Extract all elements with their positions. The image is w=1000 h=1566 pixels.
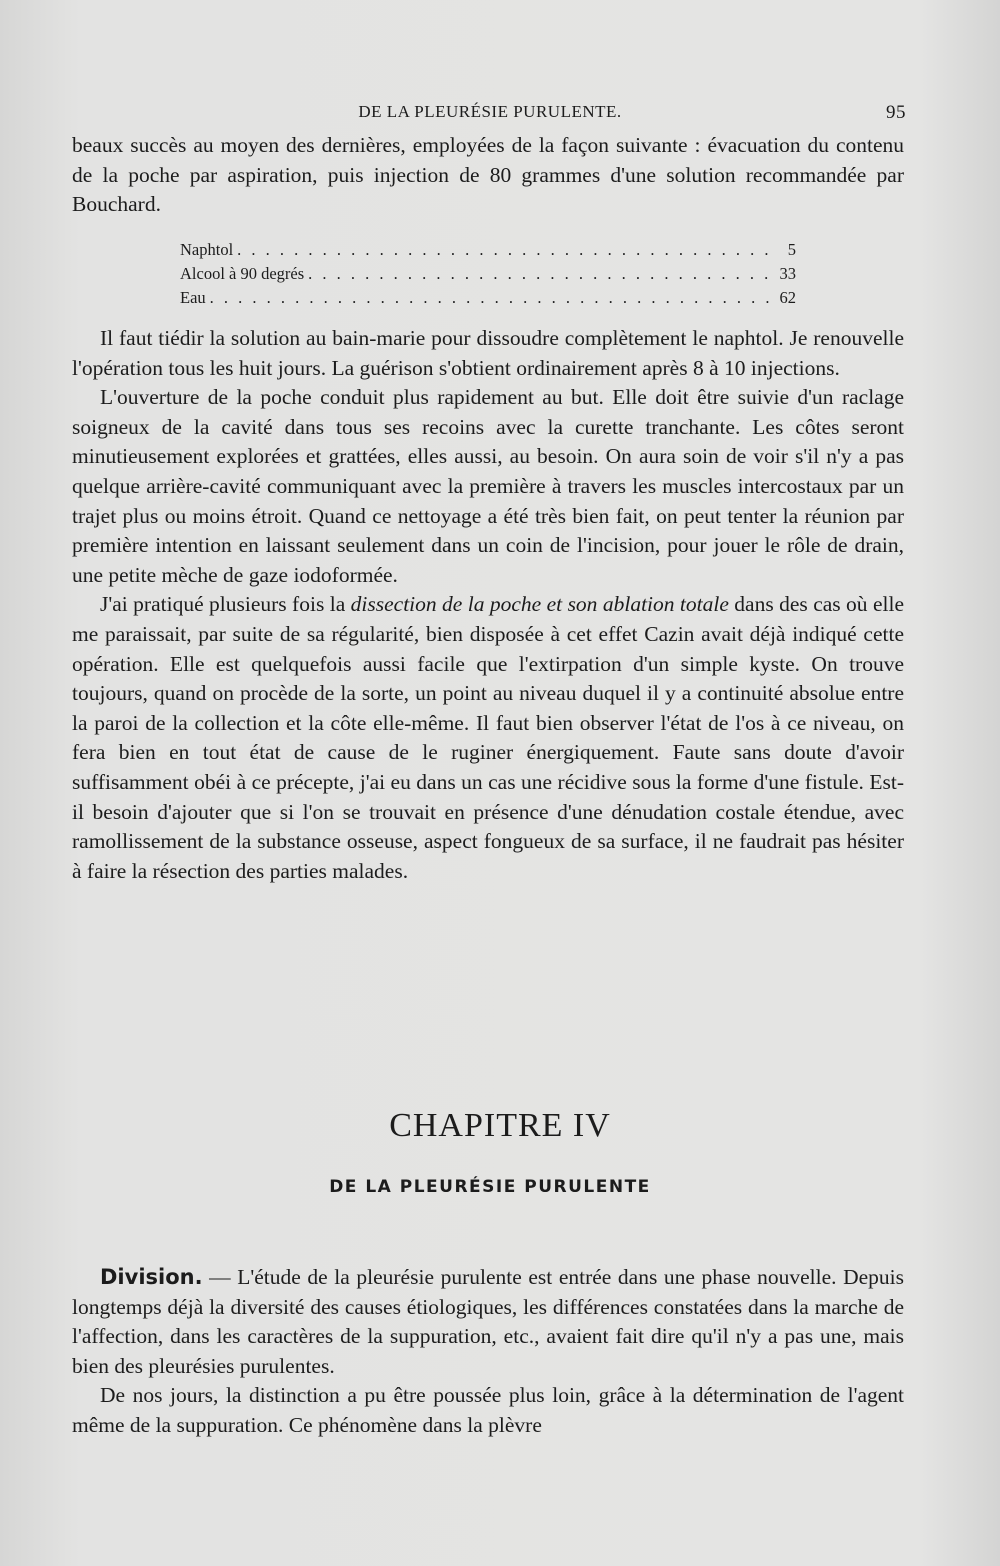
text-run: J'ai pratiqué plusieurs fois la bbox=[100, 592, 351, 617]
recipe-ingredient: Eau bbox=[180, 288, 206, 307]
recipe-ingredient: Alcool à 90 degrés bbox=[180, 264, 305, 283]
recipe-quantity: 62 bbox=[779, 288, 796, 307]
paragraph: L'ouverture de la poche conduit plus rapidement au but. Elle doit être suivie d'un raclage soigneux de la cavité dans tous ses recoins avec la curette tranchante. Les côtes seront minutieusement explorées et grattées, elles aussi, au besoin. On aura soin de voir s'il n'y a pas quelque arrière-cavité communiquant avec la première à travers les muscles intercostaux par un trajet plus ou moins étroit. Quand ce nettoyage a été très bien fait, on peut tenter la réunion par première intention en laissant seulement dans un coin de l'incision, pour jouer le rôle de drain, une petite mèche de gaze iodoformée. bbox=[72, 385, 904, 587]
recipe-quantity: 33 bbox=[779, 264, 796, 283]
main-text bbox=[72, 324, 904, 886]
dot-leader bbox=[237, 238, 770, 262]
recipe-row bbox=[180, 238, 796, 262]
running-title: DE LA PLEURÉSIE PURULENTE. bbox=[358, 102, 622, 121]
running-header bbox=[72, 100, 908, 126]
recipe-row bbox=[180, 262, 796, 286]
chapter-subtitle: DE LA PLEURÉSIE PURULENTE bbox=[329, 1177, 651, 1197]
chapter-title: CHAPITRE IV bbox=[389, 1107, 611, 1144]
text-run: — L'étude de la pleurésie purulente est entrée dans une phase nouvelle. Depuis longtemps déjà la diversité des causes étiologiques, les différences constatées dans la marche de l'affection, dans les caractères de la suppuration, etc., avaient fait dire qu'il n'y a pas une, mais bien des pleurésies purulentes. bbox=[72, 1265, 904, 1378]
recipe-table bbox=[180, 238, 796, 310]
recipe-ingredient: Naphtol bbox=[180, 240, 234, 259]
italic-phrase: dissection de la poche et son ablation totale bbox=[350, 592, 729, 617]
paragraph bbox=[72, 1263, 904, 1381]
page-number: 95 bbox=[886, 102, 906, 123]
paragraph: Il faut tiédir la solution au bain-marie pour dissoudre complètement le naphtol. Je renouvelle l'opération tous les huit jours. La guérison s'obtient ordinairement après 8 à 10 injections. bbox=[72, 326, 904, 380]
recipe-quantity: 5 bbox=[787, 240, 796, 259]
dot-leader bbox=[308, 262, 770, 286]
recipe-row bbox=[180, 286, 796, 310]
dot-leader bbox=[210, 286, 770, 310]
text-run: dans des cas où elle me paraissait, par suite de sa régularité, bien disposée à cet effet Cazin avait déjà indiqué cette opération. Elle est quelquefois aussi facile que l'extirpation d'un simple kyste. On trouve toujours, quand on procède de la sorte, un point au niveau duquel il y a continuité absolue entre la paroi de la collection et la côte elle-même. Il faut bien observer l'état de l'os à ce niveau, on fera bien en tout état de cause de le ruginer énergiquement. Faute sans doute d'avoir suffisamment obéi à ce précepte, j'ai eu dans un cas une récidive sous la forme d'une fistule. Est-il besoin d'ajouter que si l'on se trouvait en présence d'une dénudation costale étendue, avec ramollissement de la substance osseuse, aspect fongueux de sa surface, il ne faudrait pas hésiter à faire la résection des parties malades. bbox=[72, 592, 904, 883]
section-label: Division. bbox=[100, 1265, 203, 1289]
paragraph-continuation: beaux succès au moyen des dernières, employées de la façon suivante : évacuation du contenu de la poche par aspiration, puis injection de 80 grammes d'une solution recommandée par Bouchard. bbox=[72, 133, 904, 217]
intro-text bbox=[72, 131, 904, 220]
chapter-text bbox=[72, 1263, 904, 1441]
paragraph: De nos jours, la distinction a pu être poussée plus loin, grâce à la détermination de l'agent même de la suppuration. Ce phénomène dans la plèvre bbox=[72, 1383, 904, 1437]
paragraph bbox=[72, 590, 904, 886]
